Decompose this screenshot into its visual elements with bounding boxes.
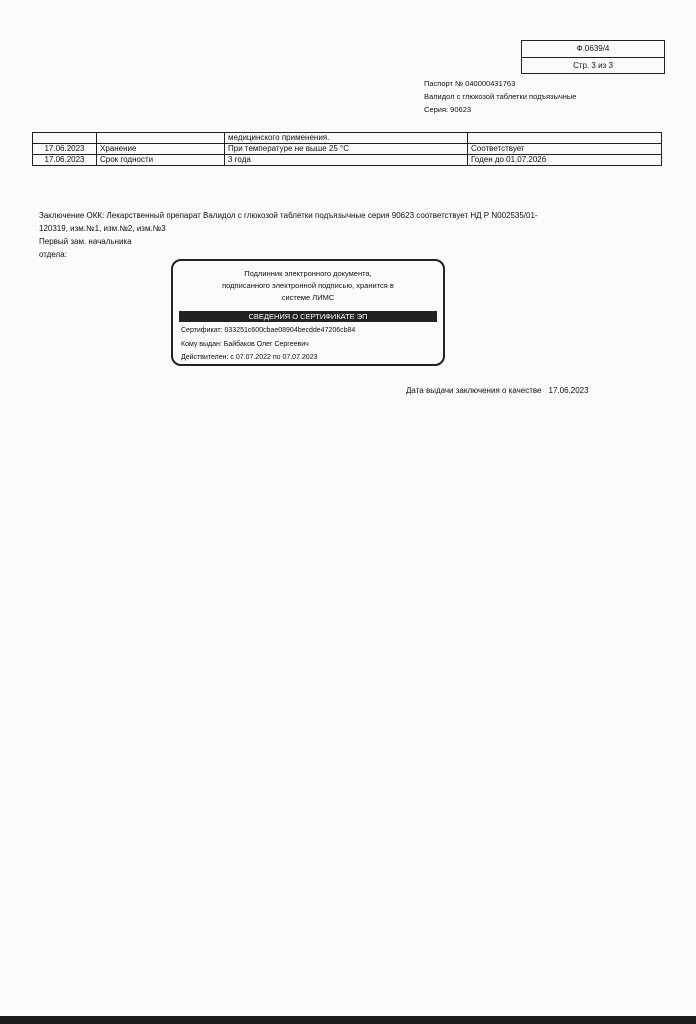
results-table (32, 132, 662, 166)
scan-edge (0, 1016, 696, 1024)
signer-department: отдела: (39, 250, 67, 259)
stamp-line: системе ЛИМС (281, 293, 335, 302)
table-cell: 17.06.2023 (33, 144, 97, 155)
series-number: Серия: 90623 (424, 105, 472, 114)
table-cell: Годен до 01.07.2026 (468, 155, 662, 166)
page-counter: Стр. 3 из 3 (522, 57, 664, 74)
issue-date-label: Дата выдачи заключения о качестве (406, 386, 542, 395)
table-cell (468, 133, 662, 144)
certificate-serial: Сертификат: 033251c600cbae08904becdde47206cb84 (181, 327, 356, 334)
table-cell: При температуре не выше 25 °С (225, 144, 468, 155)
stamp-line: Подлинник электронного документа, (244, 269, 372, 278)
certificate-validity: Действителен: с 07.07.2022 по 07.07.2023 (181, 354, 318, 361)
stamp-header (173, 268, 443, 304)
table-cell (33, 133, 97, 144)
stamp-line: подписанного электронной подписью, хранится в (222, 281, 394, 290)
table-row (33, 144, 662, 155)
table-cell: Хранение (97, 144, 225, 155)
conclusion-paragraph (39, 209, 559, 235)
table-cell: медицинского применения. (225, 133, 468, 144)
passport-number: Паспорт № 040000431763 (424, 79, 516, 88)
signer-title: Первый зам. начальника (39, 237, 132, 246)
signer-block (39, 235, 132, 261)
table-cell: 17.06.2023 (33, 155, 97, 166)
issue-date-line (406, 386, 589, 395)
conclusion-text: Лекарственный препарат Валидол с глюкозой таблетки подъязычные серия 90623 соответствует НД Р N002535/01-120319, изм.№1, изм.№2, изм.№3 (39, 211, 538, 233)
table-cell: Срок годности (97, 155, 225, 166)
table-cell: 3 года (225, 155, 468, 166)
certificate-info-band: СВЕДЕНИЯ О СЕРТИФИКАТЕ ЭП (179, 311, 437, 322)
conclusion-label: Заключение ОКК: (39, 211, 105, 220)
product-name: Валидол с глюкозой таблетки подъязычные (424, 92, 577, 101)
form-code-box (521, 40, 665, 74)
form-code: Ф.0639/4 (576, 44, 610, 53)
passport-block (424, 77, 576, 116)
table-cell (97, 133, 225, 144)
e-signature-stamp (171, 259, 445, 366)
issue-date-value: 17.06.2023 (548, 386, 589, 395)
table-row (33, 155, 662, 166)
certificate-owner: Кому выдан: Байбаков Олег Сергеевич (181, 341, 309, 348)
table-row (33, 133, 662, 144)
table-cell: Соответствует (468, 144, 662, 155)
